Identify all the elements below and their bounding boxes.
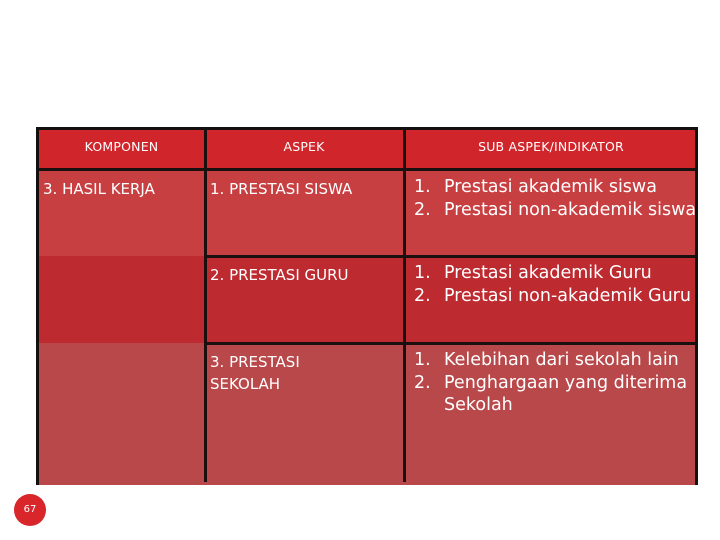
aspek-prestasi-guru: 2. PRESTASI GURU xyxy=(210,266,349,284)
header-divider xyxy=(39,168,695,171)
column-divider xyxy=(204,130,207,482)
page-number-badge: 67 xyxy=(14,494,46,526)
list-item: 1. Kelebihan dari sekolah lain xyxy=(414,350,679,370)
header-sub-aspek: SUB ASPEK/INDIKATOR xyxy=(478,139,624,154)
sub-aspek-list xyxy=(408,176,698,221)
aspek-prestasi-siswa: 1. PRESTASI SISWA xyxy=(210,180,353,198)
row-divider xyxy=(204,342,695,345)
sub-aspek-cell xyxy=(404,256,698,307)
list-item: 2. Prestasi non-akademik siswa xyxy=(414,199,697,220)
header-komponen: KOMPONEN xyxy=(84,139,159,154)
row-divider xyxy=(204,255,695,258)
sub-aspek-list xyxy=(408,262,698,307)
komponen-value: 3. HASIL KERJA xyxy=(43,180,155,198)
list-item: 2. Prestasi non-akademik Guru xyxy=(414,285,691,306)
sub-aspek-cell xyxy=(404,170,698,221)
list-item: 1. Prestasi akademik siswa xyxy=(414,177,657,197)
table-header-row xyxy=(39,130,695,170)
list-item: 2. Penghargaan yang diterima Sekolah xyxy=(414,372,688,415)
aspek-prestasi-sekolah: 3. PRESTASI SEKOLAH xyxy=(210,353,300,393)
indicator-table xyxy=(36,127,698,485)
header-aspek: ASPEK xyxy=(283,139,325,154)
list-item: 1. Prestasi akademik Guru xyxy=(414,263,652,283)
sub-aspek-list xyxy=(408,349,698,417)
column-divider xyxy=(403,130,406,482)
sub-aspek-cell xyxy=(404,343,698,417)
